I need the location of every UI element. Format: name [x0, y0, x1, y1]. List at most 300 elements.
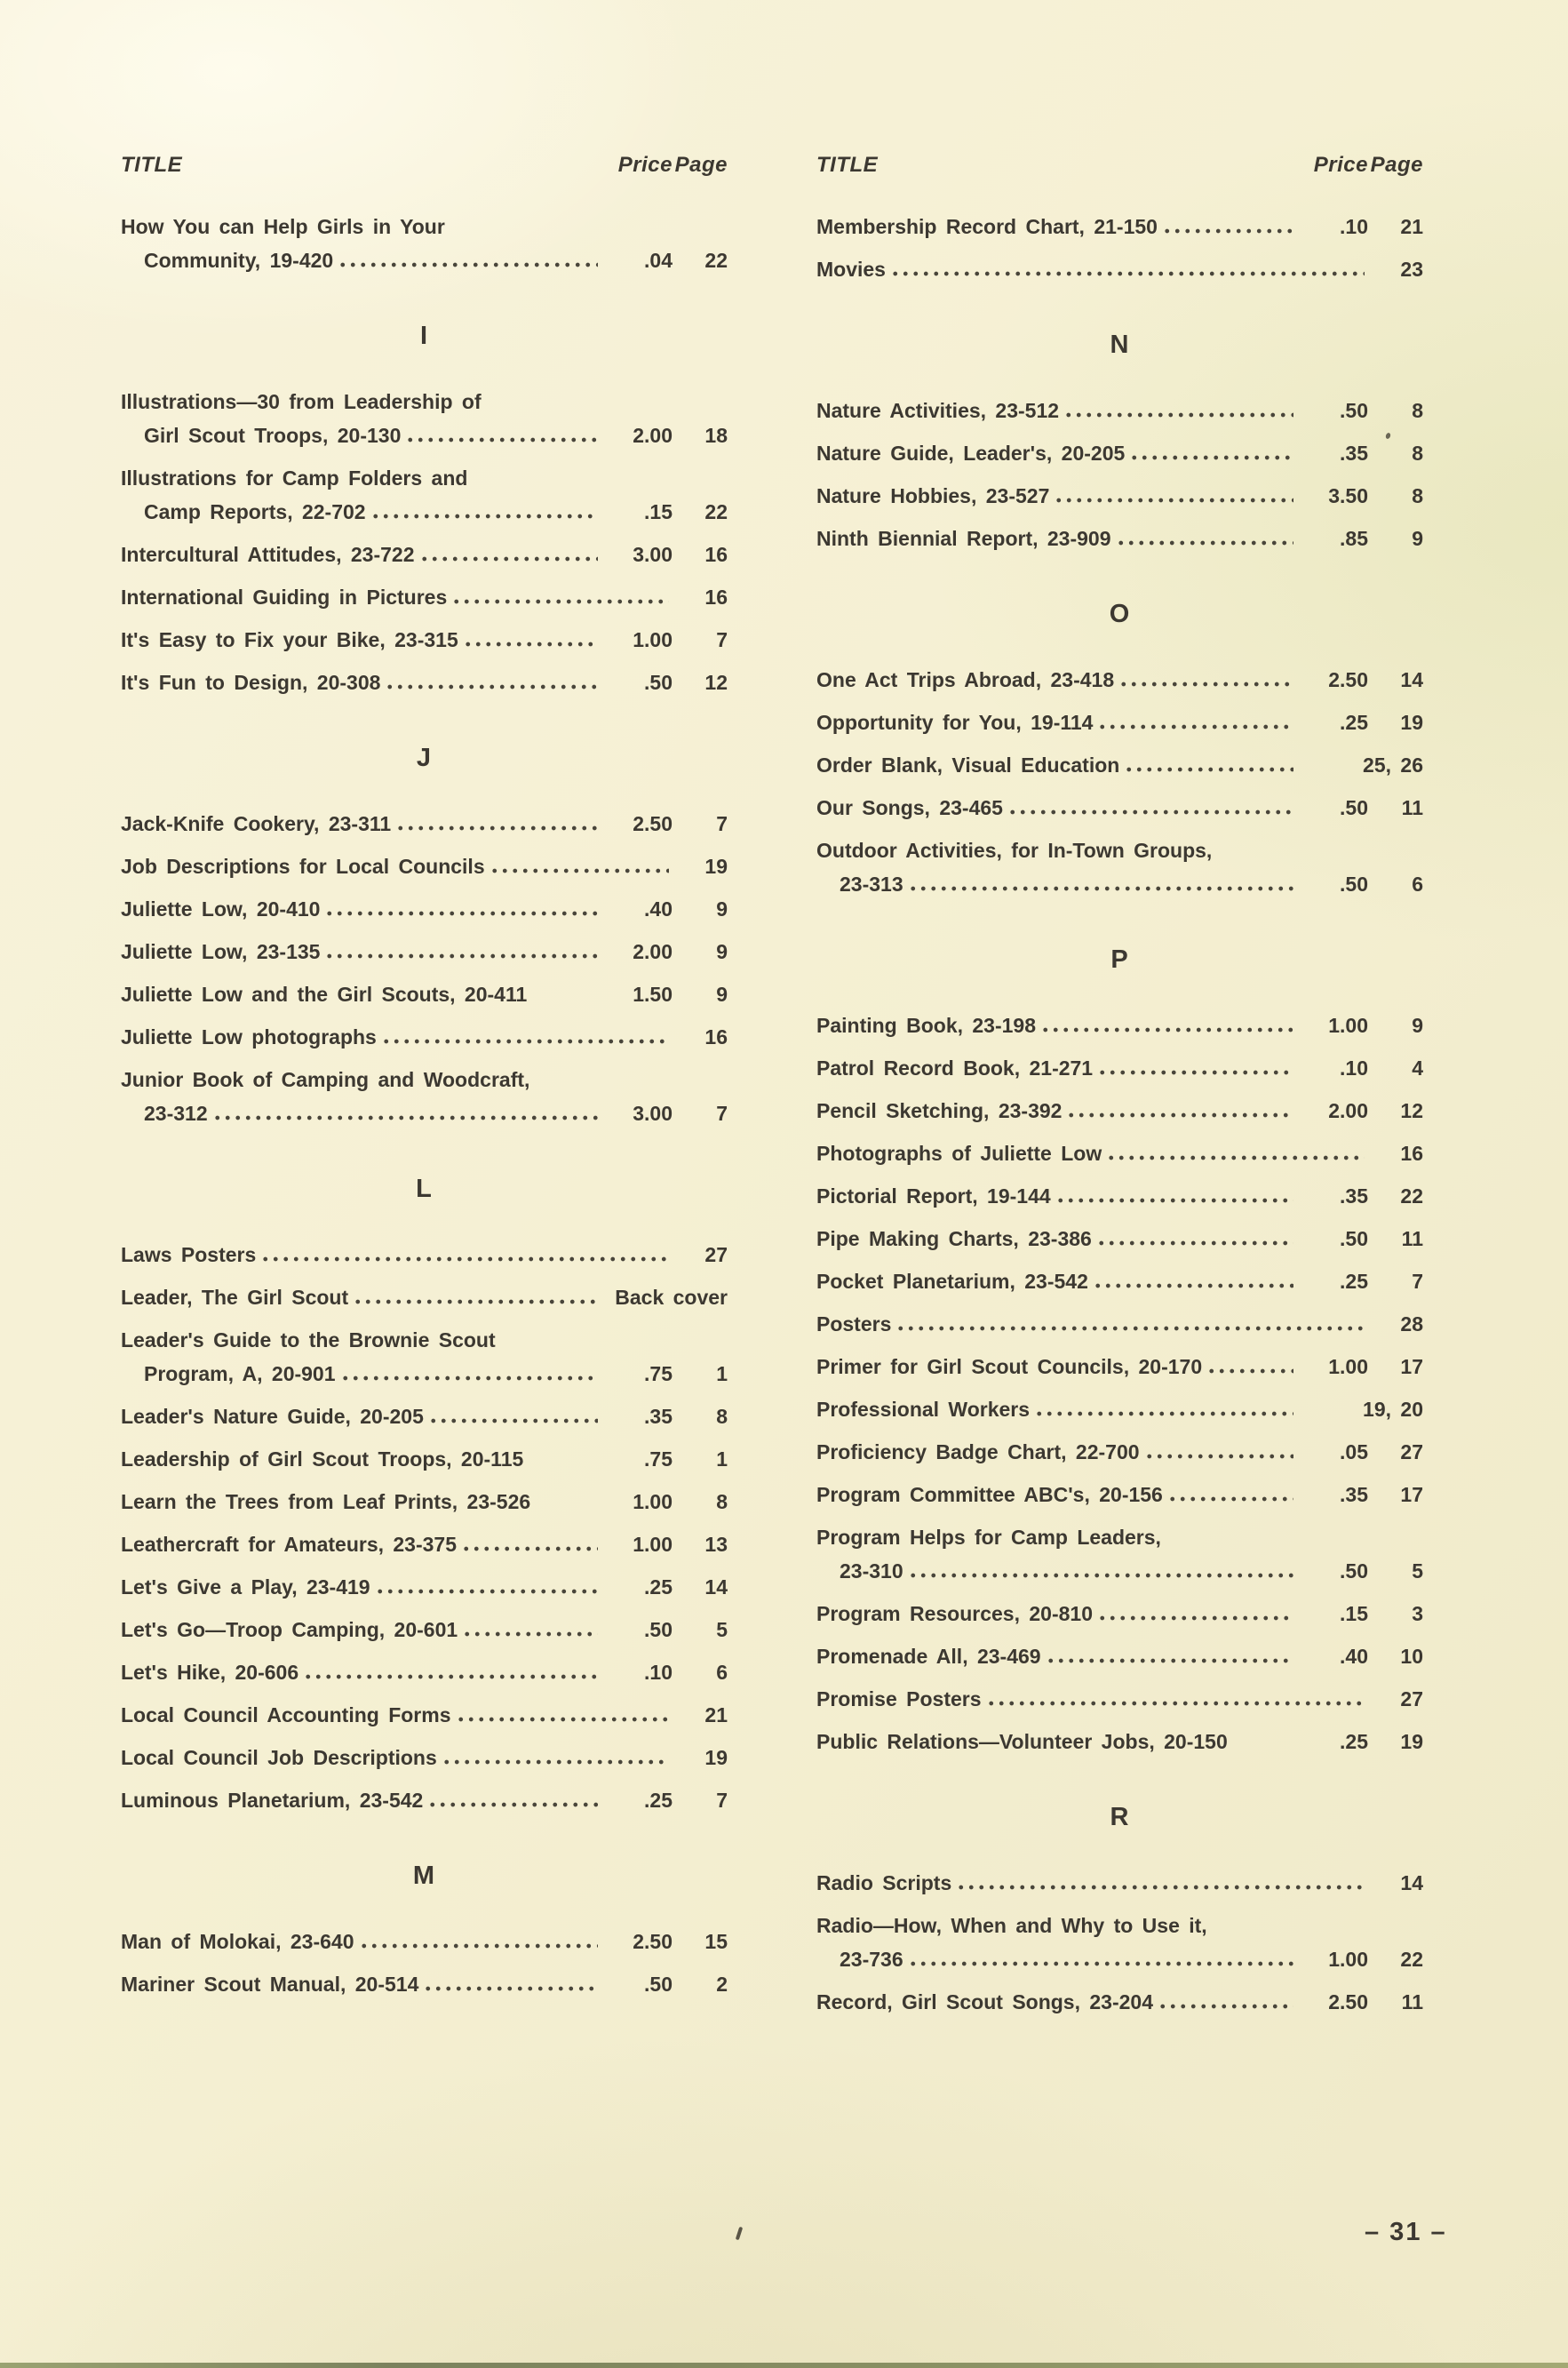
entry-title: Outdoor Activities, for In-Town Groups,: [816, 839, 1213, 862]
entry-title: 23-313: [840, 873, 903, 896]
entry-page-ref: 19, 20: [1363, 1398, 1423, 1421]
entry-title: Painting Book, 23-198: [816, 1014, 1037, 1037]
entry-price: 1.00: [1328, 1948, 1368, 1971]
entry-title: Leader, The Girl Scout: [121, 1286, 349, 1309]
entry-page: 10: [1400, 1645, 1423, 1668]
dot-leader: [1045, 1657, 1293, 1664]
entry-page: 3: [1412, 1602, 1423, 1625]
print-speck: [736, 2227, 743, 2241]
dot-leader: [1096, 1615, 1293, 1622]
index-entry: [816, 440, 1423, 466]
dot-leader: [1115, 539, 1293, 546]
entry-line: [121, 1446, 728, 1472]
entry-line: [121, 465, 728, 491]
entry-line: [816, 440, 1423, 466]
index-entry: [121, 388, 728, 449]
entry-line: [816, 213, 1423, 240]
entry-line: [816, 1183, 1423, 1209]
entry-title: 23-312: [144, 1102, 208, 1125]
entry-price: .50: [644, 671, 673, 694]
dot-leader: [1053, 497, 1293, 504]
column-header-page: Page: [1370, 153, 1423, 177]
index-entry: [121, 1241, 728, 1268]
entry-page: 21: [1400, 215, 1423, 238]
index-entry: [121, 1928, 728, 1955]
index-entry: [816, 1097, 1423, 1124]
entry-title: Learn the Trees from Leaf Prints, 23-526: [121, 1490, 531, 1513]
dot-leader: [530, 995, 598, 1002]
index-entry: [121, 541, 728, 568]
dot-leader: [259, 1256, 669, 1263]
entry-line: [121, 247, 728, 274]
entry-price: .25: [1340, 1270, 1368, 1293]
dot-leader: [418, 555, 598, 562]
index-entry: [816, 1183, 1423, 1209]
entry-price: .40: [644, 897, 673, 921]
dot-leader: [384, 683, 598, 690]
entry-line: [816, 1012, 1423, 1039]
entry-price: .15: [1340, 1602, 1368, 1625]
entry-title: Photographs of Juliette Low: [816, 1142, 1102, 1165]
index-entry: [816, 837, 1423, 897]
entry-title: Patrol Record Book, 21-271: [816, 1056, 1094, 1080]
dot-leader: [985, 1700, 1365, 1707]
entry-price: 3.00: [633, 1102, 673, 1125]
index-entry: [816, 482, 1423, 509]
entry-page: 6: [716, 1661, 728, 1684]
index-entry: [121, 1403, 728, 1430]
entry-title: Promenade All, 23-469: [816, 1645, 1041, 1668]
entry-line: [121, 1744, 728, 1771]
entry-title: Illustrations—30 from Leadership of: [121, 390, 482, 413]
entry-line: [816, 1396, 1423, 1423]
dot-leader: [460, 1545, 598, 1552]
entry-page: 9: [716, 983, 728, 1006]
index-entry: [816, 1643, 1423, 1670]
index-entry: [121, 1284, 728, 1311]
entry-page: 2: [716, 1973, 728, 1996]
section-letter-L: L: [416, 1175, 433, 1203]
index-entry: [121, 810, 728, 837]
entry-price: 3.50: [1328, 484, 1368, 507]
dot-leader: [1118, 681, 1293, 688]
page-number: – 31 –: [1365, 2218, 1447, 2246]
entry-line: [121, 1284, 728, 1311]
entry-title: Leader's Nature Guide, 20-205: [121, 1405, 424, 1428]
index-entry: [121, 1488, 728, 1515]
section-letter-P: P: [1110, 945, 1129, 974]
entry-line: [816, 1946, 1423, 1973]
entry-title: Leader's Guide to the Brownie Scout: [121, 1328, 496, 1351]
entry-price: .75: [644, 1362, 673, 1385]
entry-page: 16: [704, 543, 728, 566]
entry-title: Nature Guide, Leader's, 20-205: [816, 442, 1126, 465]
entry-line: [121, 1616, 728, 1643]
index-entry: [816, 1353, 1423, 1380]
entry-page: 22: [704, 249, 728, 272]
entry-line: [121, 1971, 728, 1997]
entry-title: Record, Girl Scout Songs, 23-204: [816, 1990, 1153, 2013]
dot-leader: [427, 1417, 598, 1424]
entry-price: 2.50: [1328, 1990, 1368, 2013]
dot-leader: [211, 1114, 598, 1121]
entry-title: Opportunity for You, 19-114: [816, 711, 1094, 734]
dot-leader: [394, 825, 598, 832]
entry-line: [121, 810, 728, 837]
dot-leader: [323, 953, 598, 960]
entry-page: 16: [1400, 1142, 1423, 1165]
entry-price: .50: [644, 1973, 673, 1996]
entry-page: 9: [1412, 527, 1423, 550]
entry-page: 11: [1401, 1990, 1423, 2013]
entry-title: Leathercraft for Amateurs, 23-375: [121, 1533, 458, 1556]
entry-page: 9: [1412, 1014, 1423, 1037]
index-entry: [816, 1524, 1423, 1584]
entry-line: [816, 1912, 1423, 1939]
entry-title: One Act Trips Abroad, 23-418: [816, 668, 1115, 691]
entry-title: Job Descriptions for Local Councils: [121, 855, 485, 878]
entry-title: Let's Give a Play, 23-419: [121, 1575, 370, 1599]
entry-line: [816, 482, 1423, 509]
entry-page: 27: [704, 1243, 728, 1266]
dot-leader: [337, 261, 598, 268]
entry-page: 27: [1400, 1687, 1423, 1710]
entry-title: Our Songs, 23-465: [816, 796, 1003, 819]
entry-page: 9: [716, 940, 728, 963]
dot-leader: [441, 1758, 669, 1766]
index-entry: [816, 1396, 1423, 1423]
entry-page: 21: [704, 1703, 728, 1726]
entry-line: [121, 1702, 728, 1728]
entry-page: 19: [704, 855, 728, 878]
entry-title: Let's Hike, 20-606: [121, 1661, 299, 1684]
dot-leader: [380, 1038, 669, 1045]
index-entry: [121, 1446, 728, 1472]
index-entry: [816, 525, 1423, 552]
left-column: [121, 153, 728, 2031]
dot-leader: [1123, 766, 1293, 773]
entry-line: [121, 213, 728, 240]
entry-title: Juliette Low photographs: [121, 1025, 377, 1048]
index-entry: [121, 1327, 728, 1387]
entry-line: [816, 1353, 1423, 1380]
entry-line: [816, 1268, 1423, 1295]
entry-title: Let's Go—Troop Camping, 20-601: [121, 1618, 458, 1641]
entry-line: [816, 1686, 1423, 1712]
entry-price: 2.00: [633, 424, 673, 447]
entry-title: Illustrations for Camp Folders and: [121, 466, 468, 490]
index-entry: [816, 1481, 1423, 1508]
entry-line: [816, 666, 1423, 693]
dot-leader: [358, 1942, 598, 1949]
entry-price: .50: [1340, 1559, 1368, 1583]
dot-leader: [1095, 1240, 1293, 1247]
entry-page: 28: [1400, 1312, 1423, 1335]
entry-price: .75: [644, 1447, 673, 1471]
entry-title: Luminous Planetarium, 23-542: [121, 1789, 424, 1812]
entry-line: [816, 1558, 1423, 1584]
index-entry: [121, 1971, 728, 1997]
entry-line: [816, 256, 1423, 283]
entry-page: 5: [716, 1618, 728, 1641]
entry-page: 11: [1401, 1227, 1423, 1250]
entry-title: Program Helps for Camp Leaders,: [816, 1526, 1161, 1549]
entry-line: [121, 422, 728, 449]
index-entry: [816, 666, 1423, 693]
dot-leader: [534, 1503, 598, 1510]
entry-line: [121, 669, 728, 696]
entry-title: Proficiency Badge Chart, 22-700: [816, 1440, 1140, 1463]
entry-line: [121, 1327, 728, 1353]
entry-title: Nature Hobbies, 23-527: [816, 484, 1050, 507]
column-header: [816, 153, 1423, 178]
entry-price: .50: [1340, 796, 1368, 819]
entry-page: 15: [704, 1930, 728, 1953]
index-entry: [816, 213, 1423, 240]
entry-title: Pipe Making Charts, 23-386: [816, 1227, 1092, 1250]
entry-page: 27: [1400, 1440, 1423, 1463]
entry-price: .25: [644, 1789, 673, 1812]
dot-leader: [404, 436, 598, 443]
entry-line: [816, 1524, 1423, 1551]
dot-leader: [1166, 1495, 1293, 1503]
index-entry: [121, 213, 728, 274]
index-entry: [816, 1728, 1423, 1755]
page-bottom-edge: [0, 2363, 1568, 2368]
entry-title: 23-736: [840, 1948, 903, 1971]
entry-line: [816, 837, 1423, 864]
entry-page: 11: [1401, 796, 1423, 819]
entry-page: 22: [704, 500, 728, 523]
entry-line: [816, 1870, 1423, 1896]
entry-page: 12: [1400, 1099, 1423, 1122]
index-entry: [121, 896, 728, 922]
entry-title: Local Council Job Descriptions: [121, 1746, 437, 1769]
entry-line: [121, 938, 728, 965]
index-entry: [816, 256, 1423, 283]
entry-price: .50: [1340, 399, 1368, 422]
entry-line: [816, 1600, 1423, 1627]
dot-leader: [374, 1588, 598, 1595]
index-entry: [121, 1744, 728, 1771]
index-entry: [816, 1225, 1423, 1252]
entry-title: It's Easy to Fix your Bike, 23-315: [121, 628, 458, 651]
entry-line: [816, 1055, 1423, 1081]
entry-title: Membership Record Chart, 21-150: [816, 215, 1158, 238]
index-entry: [121, 938, 728, 965]
index-entry: [121, 1787, 728, 1814]
entry-price: .85: [1340, 527, 1368, 550]
entry-page: 1: [716, 1447, 728, 1471]
entry-line: [121, 1360, 728, 1387]
entry-title: Program Committee ABC's, 20-156: [816, 1483, 1163, 1506]
entry-price: .50: [1340, 873, 1368, 896]
section-letter-O: O: [1109, 600, 1131, 628]
dot-leader: [370, 513, 598, 520]
entry-line: [121, 853, 728, 880]
entry-page: 19: [704, 1746, 728, 1769]
dot-leader: [1105, 1154, 1365, 1161]
entry-title: Girl Scout Troops, 20-130: [144, 424, 402, 447]
entry-page: 7: [716, 1789, 728, 1812]
entry-title: It's Fun to Design, 20-308: [121, 671, 381, 694]
entry-line: [816, 1989, 1423, 2015]
index-entry: [816, 1600, 1423, 1627]
dot-leader: [1065, 1112, 1293, 1119]
entry-line: [816, 1643, 1423, 1670]
entry-page: 8: [1412, 399, 1423, 422]
entry-line: [121, 896, 728, 922]
dot-leader: [1033, 1410, 1293, 1417]
entry-title: Program Resources, 20-810: [816, 1602, 1093, 1625]
dot-leader: [955, 1884, 1365, 1891]
entry-title: Juliette Low and the Girl Scouts, 20-411: [121, 983, 528, 1006]
entry-price: .35: [644, 1405, 673, 1428]
index-entry: [816, 1989, 1423, 2015]
index-entry: [121, 1616, 728, 1643]
index-entry: [816, 397, 1423, 424]
index-entry: [816, 1439, 1423, 1465]
dot-leader: [907, 1572, 1293, 1579]
dot-leader: [1039, 1026, 1293, 1033]
section-letter-I: I: [419, 322, 429, 350]
dot-leader: [1128, 454, 1293, 461]
dot-leader: [450, 598, 669, 605]
dot-leader: [1055, 1197, 1293, 1204]
entry-title: Pocket Planetarium, 23-542: [816, 1270, 1088, 1293]
index-entry: [816, 1268, 1423, 1295]
entry-title: Nature Activities, 23-512: [816, 399, 1060, 422]
entry-line: [121, 541, 728, 568]
entry-price: .35: [1340, 1483, 1368, 1506]
entry-page: 7: [716, 812, 728, 835]
entry-price: .40: [1340, 1645, 1368, 1668]
index-entry: [121, 626, 728, 653]
entry-title: 23-310: [840, 1559, 903, 1583]
entry-price: .10: [1340, 215, 1368, 238]
entry-title: Mariner Scout Manual, 20-514: [121, 1973, 419, 1996]
entry-price: .15: [644, 500, 673, 523]
entry-page: 9: [716, 897, 728, 921]
dot-leader: [489, 867, 669, 874]
entry-line: [121, 1488, 728, 1515]
entry-line: [816, 397, 1423, 424]
entry-line: [121, 584, 728, 610]
entry-price: .35: [1340, 1184, 1368, 1208]
entry-page-ref: Back cover: [615, 1286, 728, 1309]
entry-title: International Guiding in Pictures: [121, 586, 448, 609]
entry-title: Pencil Sketching, 23-392: [816, 1099, 1063, 1122]
entry-line: [816, 1097, 1423, 1124]
entry-page: 7: [716, 1102, 728, 1125]
entry-price: .10: [644, 1661, 673, 1684]
entry-title: Radio—How, When and Why to Use it,: [816, 1914, 1207, 1937]
index-entry: [816, 709, 1423, 736]
column-header-title: TITLE: [816, 153, 879, 177]
entry-line: [816, 1439, 1423, 1465]
entry-line: [816, 525, 1423, 552]
entry-title: Local Council Accounting Forms: [121, 1703, 451, 1726]
entry-line: [121, 1531, 728, 1558]
entry-line: [816, 794, 1423, 821]
entry-line: [121, 1241, 728, 1268]
column-header: [121, 153, 728, 178]
entry-page: 22: [1400, 1948, 1423, 1971]
entry-page: 8: [716, 1490, 728, 1513]
dot-leader: [1096, 1069, 1293, 1076]
entry-title: Movies: [816, 258, 886, 281]
entry-title: Leadership of Girl Scout Troops, 20-115: [121, 1447, 524, 1471]
entry-page: 18: [704, 424, 728, 447]
entry-title: Camp Reports, 22-702: [144, 500, 366, 523]
dot-leader: [1143, 1453, 1293, 1460]
column-header-page: Page: [674, 153, 728, 177]
entry-page: 14: [1400, 668, 1423, 691]
entry-title: Posters: [816, 1312, 892, 1335]
entry-price: 2.00: [633, 940, 673, 963]
entry-price: .25: [1340, 711, 1368, 734]
entry-title: Ninth Biennial Report, 23-909: [816, 527, 1111, 550]
index-entry: [121, 1531, 728, 1558]
index-entry: [121, 981, 728, 1008]
column-header-title: TITLE: [121, 153, 183, 177]
entry-line: [121, 981, 728, 1008]
entry-page: 23: [1400, 258, 1423, 281]
index-entry: [121, 853, 728, 880]
entry-price: .04: [644, 249, 673, 272]
entry-page: 8: [1412, 442, 1423, 465]
entry-price: 2.50: [633, 812, 673, 835]
entry-page: 5: [1412, 1559, 1423, 1583]
entry-line: [121, 498, 728, 525]
entry-page: 6: [1412, 873, 1423, 896]
entry-line: [121, 1574, 728, 1600]
entry-page: 17: [1400, 1483, 1423, 1506]
entry-title: Juliette Low, 20-410: [121, 897, 321, 921]
entry-page: 19: [1400, 711, 1423, 734]
entry-price: .50: [644, 1618, 673, 1641]
entry-price: 1.00: [633, 1533, 673, 1556]
index-entry: [816, 794, 1423, 821]
index-entry: [816, 752, 1423, 778]
entry-line: [121, 1066, 728, 1093]
entry-title: How You can Help Girls in Your: [121, 215, 445, 238]
entry-line: [121, 1928, 728, 1955]
dot-leader: [461, 1630, 598, 1638]
entry-price: .35: [1340, 442, 1368, 465]
entry-price: .25: [644, 1575, 673, 1599]
dot-leader: [455, 1716, 670, 1723]
entry-title: Juliette Low, 23-135: [121, 940, 321, 963]
index-entry: [121, 1659, 728, 1686]
entry-page-ref: 25, 26: [1363, 753, 1423, 777]
entry-price: 3.00: [633, 543, 673, 566]
dot-leader: [352, 1298, 598, 1305]
index-entry: [816, 1140, 1423, 1167]
dot-leader: [1096, 723, 1293, 730]
index-entry: [121, 1024, 728, 1050]
entry-page: 12: [704, 671, 728, 694]
entry-title: Laws Posters: [121, 1243, 257, 1266]
dot-leader: [1206, 1367, 1293, 1375]
index-entry: [816, 1912, 1423, 1973]
entry-price: .10: [1340, 1056, 1368, 1080]
index-entry: [121, 465, 728, 525]
entry-price: 2.50: [1328, 668, 1368, 691]
index-entry: [816, 1686, 1423, 1712]
entry-price: 1.00: [633, 1490, 673, 1513]
entry-price: 1.00: [633, 628, 673, 651]
